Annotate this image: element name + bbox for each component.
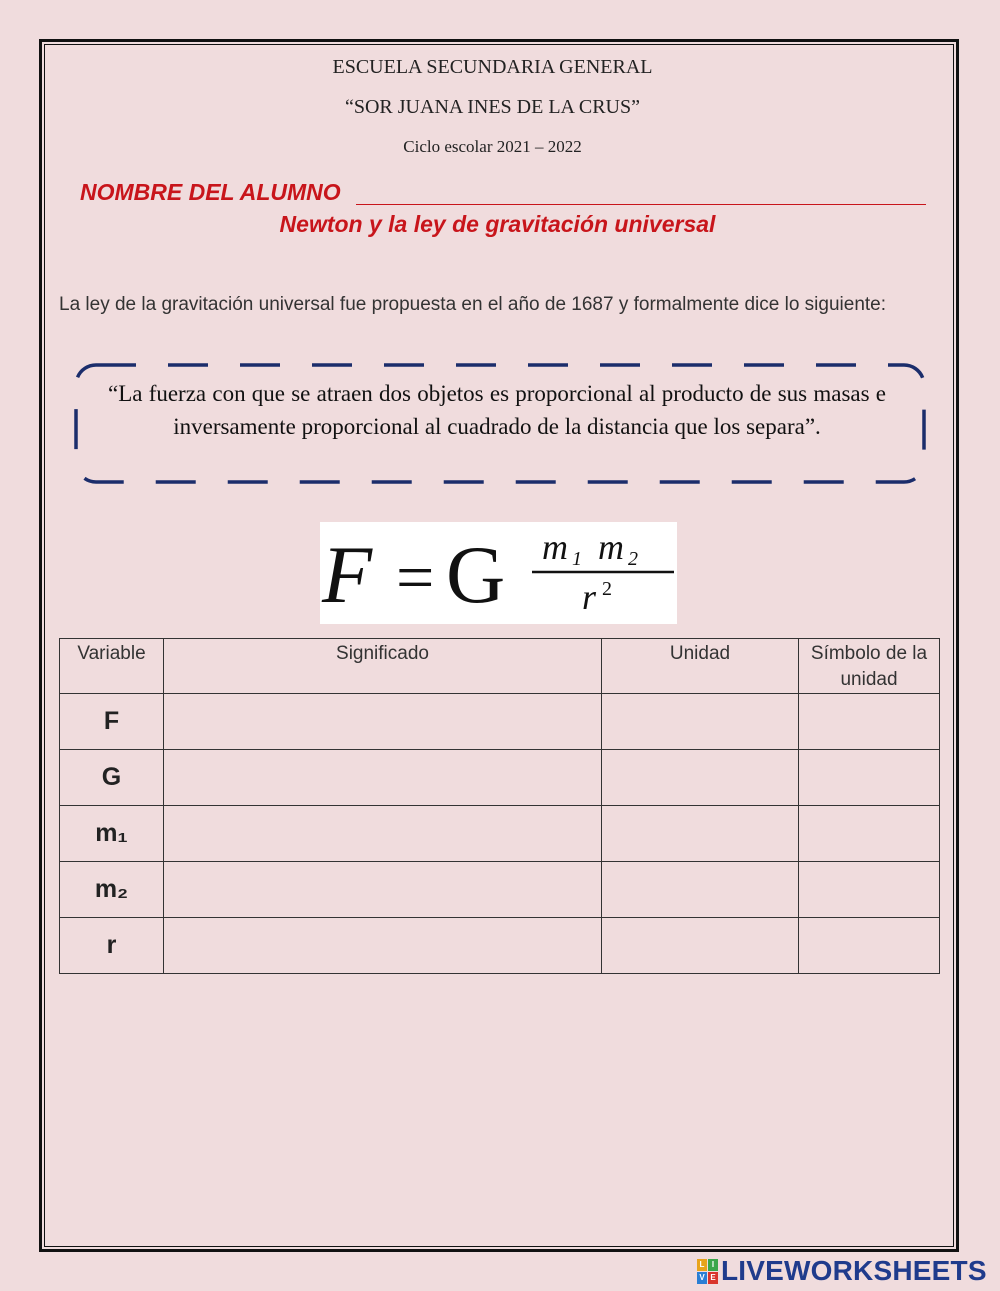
school-year: Ciclo escolar 2021 – 2022 (403, 137, 582, 156)
symbol-answer-cell[interactable] (799, 806, 940, 862)
meaning-answer-cell[interactable] (164, 918, 602, 974)
header-meaning: Significado (164, 639, 602, 694)
variable-cell: r (60, 918, 164, 974)
intro-text: La ley de la gravitación universal fue propuesta en el año de 1687 y formalmente dice lo siguiente: (59, 294, 887, 315)
header-unit: Unidad (602, 639, 799, 694)
table-row (60, 918, 940, 974)
variable-cell: m₂ (60, 862, 164, 918)
symbol-answer-cell[interactable] (799, 862, 940, 918)
header-unit-symbol: Símbolo de la unidad (799, 639, 940, 694)
table-row (60, 862, 940, 918)
symbol-answer-cell[interactable] (799, 918, 940, 974)
symbol-answer-cell[interactable] (799, 694, 940, 750)
formula-m1: m (542, 527, 568, 567)
law-quote: “La fuerza con que se atraen dos objetos es proporcional al producto de sus masas e inversamente proporcional al cuadrado de la distancia que los separa”. (108, 381, 886, 439)
variable-cell: F (60, 694, 164, 750)
table-row (60, 806, 940, 862)
table-header-row (60, 639, 940, 694)
unit-answer-cell[interactable] (602, 750, 799, 806)
unit-answer-cell[interactable] (602, 694, 799, 750)
meaning-answer-cell[interactable] (164, 750, 602, 806)
formula-F: F (322, 529, 373, 620)
formula-equals: = (396, 539, 435, 615)
formula-exponent: 2 (602, 578, 612, 600)
school-type: ESCUELA SECUNDARIA GENERAL (332, 56, 653, 78)
unit-answer-cell[interactable] (602, 862, 799, 918)
unit-answer-cell[interactable] (602, 918, 799, 974)
variable-cell: G (60, 750, 164, 806)
formula-r: r (582, 577, 597, 617)
formula-sub2: 2 (628, 548, 638, 570)
logo-letter-i: I (708, 1259, 718, 1271)
worksheet-title: Newton y la ley de gravitación universal (279, 211, 716, 237)
variable-cell: m₁ (60, 806, 164, 862)
header-variable: Variable (60, 639, 164, 694)
meaning-answer-cell[interactable] (164, 806, 602, 862)
symbol-answer-cell[interactable] (799, 750, 940, 806)
student-name-line[interactable] (356, 204, 926, 205)
student-name-label: NOMBRE DEL ALUMNO (80, 179, 341, 205)
liveworksheets-wordmark: LIVEWORKSHEETS (721, 1255, 987, 1286)
table-row (60, 750, 940, 806)
formula-m2: m (598, 527, 624, 567)
table-row (60, 694, 940, 750)
liveworksheets-icon (697, 1259, 718, 1284)
gravitation-formula (320, 522, 677, 624)
logo-letter-l: L (697, 1259, 707, 1271)
unit-answer-cell[interactable] (602, 806, 799, 862)
variables-table (59, 638, 940, 974)
formula-G: G (446, 529, 506, 620)
school-name: “SOR JUANA INES DE LA CRUS” (344, 96, 641, 118)
logo-letter-v: V (697, 1272, 707, 1284)
meaning-answer-cell[interactable] (164, 862, 602, 918)
meaning-answer-cell[interactable] (164, 694, 602, 750)
formula-sub1: 1 (572, 548, 582, 570)
liveworksheets-logo[interactable] (697, 1256, 987, 1286)
logo-letter-e: E (708, 1272, 718, 1284)
